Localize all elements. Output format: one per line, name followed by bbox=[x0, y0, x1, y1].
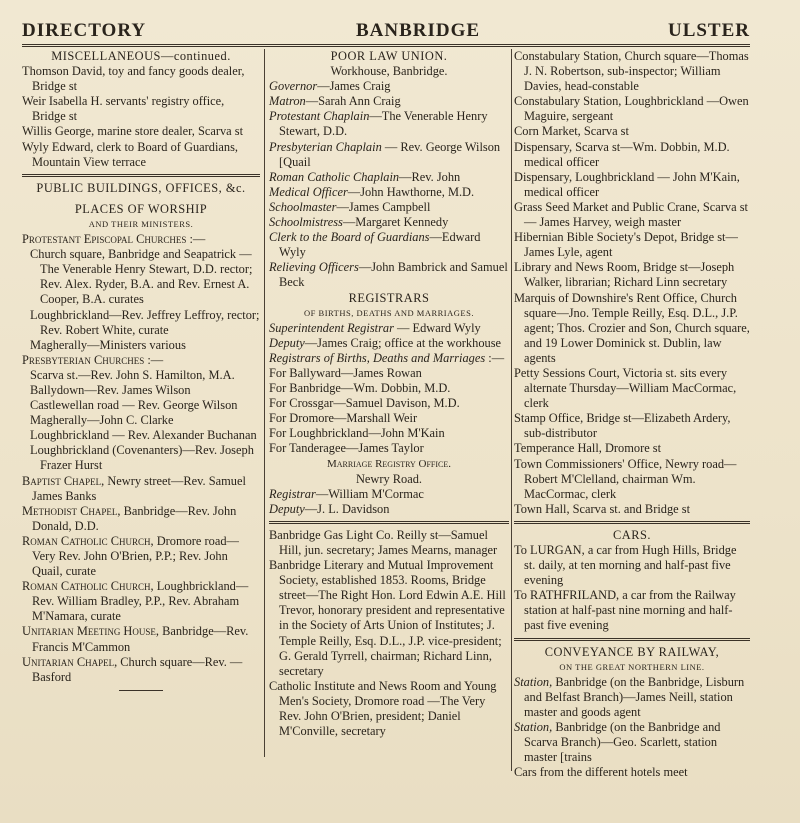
entry-text: Banbridge (on the Banbridge, Lisburn and Belfast Branch)—James Neill, station master and goods agent bbox=[524, 674, 745, 719]
listing-entry: Scarva st.—Rev. John S. Hamilton, M.A. bbox=[30, 367, 235, 382]
entry-text: —James Craig bbox=[317, 79, 391, 94]
registrars-title: REGISTRARS bbox=[348, 290, 430, 305]
section-rule bbox=[514, 521, 750, 524]
listing-entry: Weir Isabella H. servants' registry office, Bridge st bbox=[22, 94, 225, 124]
listing-entry: Castlewellan road — Rev. George Wilson bbox=[30, 398, 238, 413]
entry-text: —Margaret Kennedy bbox=[342, 215, 449, 230]
entry-text: —Sarah Ann Craig bbox=[305, 94, 401, 109]
listing-entry: Temperance Hall, Dromore st bbox=[514, 441, 662, 456]
entry-text: Dromore road—Very Rev. John O'Brien, P.P.; Rev. John Quail, curate bbox=[32, 533, 239, 579]
entry-role: Relieving Officers bbox=[269, 260, 359, 275]
listing-entry bbox=[269, 336, 509, 351]
listing-entry: Cars from the different hotels meet bbox=[514, 765, 688, 780]
listing-entry: Petty Sessions Court, Victoria st. sits every alternate Thursday—William MacCormac, clerk bbox=[514, 365, 737, 411]
presbyterian-heading: Presbyterian Churches :— bbox=[22, 352, 164, 367]
listing-entry: Stamp Office, Bridge st—Elizabeth Ardery, sub-distributor bbox=[514, 411, 731, 441]
entry-text: :— bbox=[485, 350, 505, 365]
listing-entry: Hibernian Bible Society's Depot, Bridge st—James Lyle, agent bbox=[514, 230, 738, 260]
entry-role: Schoolmistress bbox=[269, 215, 343, 230]
entry-heading: Baptist Chapel, bbox=[22, 473, 105, 488]
listing-entry: Loughbrickland (Covenanters)—Rev. Joseph Frazer Hurst bbox=[30, 443, 254, 473]
entry-text: —James Campbell bbox=[336, 199, 431, 214]
listing-entry: Loughbrickland — Rev. Alexander Buchanan bbox=[30, 428, 257, 443]
entry-role: Deputy bbox=[269, 335, 305, 350]
listing-entry: For Ballyward—James Rowan bbox=[269, 365, 422, 380]
listing-entry: Church square, Banbridge and Seapatrick — The Venerable Henry Stewart, D.D. rector; Rev. Alex. Ryder, B.A. and Rev. Ernest A. Cooper, B.A. curates bbox=[30, 247, 253, 307]
entry-role: Matron bbox=[269, 94, 306, 109]
listing-entry: Willis George, marine store dealer, Scarva st bbox=[22, 124, 244, 139]
listing-entry bbox=[269, 260, 509, 290]
listing-entry: For Loughbrickland—John M'Kain bbox=[269, 426, 445, 441]
entry-heading: Roman Catholic Church, bbox=[22, 533, 154, 548]
listing-entry: For Crossgar—Samuel Davison, M.D. bbox=[269, 396, 460, 411]
protestant-heading: Protestant Episcopal Churches :— bbox=[22, 232, 206, 247]
listing-entry bbox=[269, 109, 509, 139]
entry-text: Loughbrickland—Rev. William Bradley, P.P., Rev. Abraham M'Namara, curate bbox=[32, 579, 249, 624]
listing-entry: Banbridge Gas Light Co. Reilly st—Samuel Hill, jun. secretary; James Mearns, manager bbox=[269, 527, 498, 557]
entry-text: Banbridge (on the Banbridge and Scarva Branch)—Geo. Scarlett, station master [trains bbox=[524, 720, 721, 765]
listing-entry bbox=[269, 94, 509, 109]
entry-text: —John Hawthorne, M.D. bbox=[347, 184, 475, 199]
listing-entry bbox=[22, 624, 260, 654]
section-rule bbox=[22, 174, 260, 177]
column-3 bbox=[514, 49, 750, 780]
listing-entry bbox=[269, 79, 509, 94]
entry-text: Banbridge—Rev. John Donald, D.D. bbox=[32, 503, 237, 533]
entry-heading: Unitarian Meeting House, bbox=[22, 624, 159, 639]
listing-entry: Corn Market, Scarva st bbox=[514, 124, 629, 139]
entry-text: Banbridge—Rev. Francis M'Cammon bbox=[32, 624, 249, 654]
listing-entry: Catholic Institute and News Room and Young Men's Society, Dromore road —The Very Rev. John O'Brien, president; Daniel M'Conville, secretary bbox=[269, 678, 497, 739]
entry-role: Roman Catholic Chaplain bbox=[269, 169, 400, 184]
entry-role: Deputy bbox=[269, 501, 305, 516]
listing-entry bbox=[269, 185, 509, 200]
listing-entry bbox=[269, 230, 509, 260]
listing-entry bbox=[269, 351, 509, 366]
listing-entry bbox=[269, 502, 509, 517]
entry-text: Newry street—Rev. Samuel James Banks bbox=[32, 473, 246, 503]
registrars-subtitle: OF BIRTHS, DEATHS AND MARRIAGES. bbox=[304, 307, 474, 318]
header-center: BANBRIDGE bbox=[356, 20, 481, 41]
entry-text: —John Bambrick and Samuel Beck bbox=[279, 260, 508, 290]
marriage-title: Marriage Registry Office. bbox=[327, 457, 451, 470]
entry-text: — Edward Wyly bbox=[393, 320, 481, 335]
entry-text: —The Venerable Henry Stewart, D.D. bbox=[279, 109, 488, 139]
header-rule bbox=[22, 44, 750, 47]
listing-entry: Dispensary, Scarva st—Wm. Dobbin, M.D. medical officer bbox=[514, 139, 730, 169]
cars-title: CARS. bbox=[613, 527, 651, 542]
railway-title: CONVEYANCE BY RAILWAY, bbox=[544, 644, 720, 659]
listing-entry bbox=[22, 534, 260, 579]
entry-role: Registrar bbox=[269, 486, 316, 501]
entry-role: Protestant Chaplain bbox=[269, 109, 370, 124]
listing-entry bbox=[269, 215, 509, 230]
listing-entry: Town Hall, Scarva st. and Bridge st bbox=[514, 501, 691, 516]
section-rule bbox=[269, 521, 509, 524]
entry-role: Superintendent Registrar bbox=[269, 320, 394, 335]
listing-entry: Loughbrickland—Rev. Jeffrey Leffroy, rector; Rev. Robert White, curate bbox=[30, 307, 260, 337]
listing-entry: Magherally—John C. Clarke bbox=[30, 413, 174, 428]
listing-entry bbox=[269, 321, 509, 336]
entry-heading: Roman Catholic Church, bbox=[22, 579, 154, 594]
listing-entry: Grass Seed Market and Public Crane, Scarva st— James Harvey, weigh master bbox=[514, 199, 748, 230]
worship-title: PLACES OF WORSHIP bbox=[74, 201, 208, 216]
entry-role: Presbyterian Chaplain bbox=[269, 139, 382, 154]
entry-text: Church square—Rev. — Basford bbox=[32, 654, 243, 684]
listing-entry: Wyly Edward, clerk to Board of Guardians, Mountain View terrace bbox=[22, 139, 239, 169]
poor-law-subtitle: Workhouse, Banbridge. bbox=[330, 64, 448, 79]
listing-entry bbox=[269, 200, 509, 215]
listing-entry: Marquis of Downshire's Rent Office, Church square—Jno. Temple Reilly, Esq. D.L., J.P. agent; Thos. Crozier and Son, Church square, and 19 Lower Dominick st. Dublin, law agents bbox=[514, 290, 750, 365]
marriage-subtitle: Newry Road. bbox=[355, 471, 423, 486]
listing-entry bbox=[269, 140, 509, 170]
header-right: ULSTER bbox=[667, 20, 750, 41]
entry-role: Station, bbox=[514, 720, 553, 735]
listing-entry bbox=[514, 675, 750, 720]
entry-role: Medical Officer bbox=[269, 184, 348, 199]
page-header bbox=[22, 20, 750, 44]
end-rule bbox=[119, 690, 163, 691]
listing-entry: Library and News Room, Bridge st—Joseph Walker, librarian; Richard Linn secretary bbox=[514, 260, 735, 290]
entry-text: — Rev. George Wilson [Quail bbox=[279, 139, 501, 169]
entry-role: Governor bbox=[269, 79, 318, 94]
listing-entry: Banbridge Literary and Mutual Improvement Society, established 1853. Rooms, Bridge street—The Right Hon. Lord Edwin A.E. Hill Trevor, honorary president and representative in the Society of Arts Union of Institutes; J. Temple Reilly, Esq. D.L., J.P. vice-president; G. Gerald Tyrrell, chairman; Richard Linn, secretary bbox=[269, 558, 506, 678]
listing-entry: Magherally—Ministers various bbox=[30, 337, 186, 352]
entry-text: —James Craig; office at the workhouse bbox=[304, 335, 502, 350]
worship-subtitle: AND THEIR MINISTERS. bbox=[88, 218, 194, 229]
listing-entry: For Banbridge—Wm. Dobbin, M.D. bbox=[269, 381, 451, 396]
listing-entry: Dispensary, Loughbrickland — John M'Kain, medical officer bbox=[514, 169, 740, 199]
listing-entry bbox=[269, 170, 509, 185]
public-buildings-title: PUBLIC BUILDINGS, OFFICES, &c. bbox=[36, 180, 246, 195]
poor-law-title: POOR LAW UNION. bbox=[330, 49, 448, 63]
listing-entry: For Tanderagee—James Taylor bbox=[269, 441, 424, 456]
listing-entry: Constabulary Station, Loughbrickland —Owen Maguire, sergeant bbox=[514, 94, 749, 124]
listing-entry: Constabulary Station, Church square—Thomas J. N. Robertson, sub-inspector; William Davies, head-constable bbox=[514, 49, 749, 94]
listing-entry: Town Commissioners' Office, Newry road—Robert M'Clelland, chairman Wm. MacCormac, clerk bbox=[514, 456, 737, 501]
section-rule bbox=[514, 638, 750, 641]
column-divider-1 bbox=[264, 49, 265, 757]
entry-text: —Rev. John bbox=[399, 169, 461, 184]
listing-entry bbox=[22, 655, 260, 685]
misc-title: MISCELLANEOUS—continued. bbox=[51, 49, 231, 63]
entry-text: —William M'Cormac bbox=[315, 486, 424, 501]
entry-text: —J. L. Davidson bbox=[304, 501, 390, 516]
listing-entry bbox=[22, 579, 260, 624]
entry-role: Schoolmaster bbox=[269, 199, 337, 214]
entry-text: —Edward Wyly bbox=[279, 230, 481, 260]
listing-entry bbox=[22, 474, 260, 504]
entry-role: Registrars of Births, Deaths and Marriages bbox=[269, 350, 486, 365]
entry-role: Clerk to the Board of Guardians bbox=[269, 230, 430, 245]
listing-entry: For Dromore—Marshall Weir bbox=[269, 411, 418, 426]
listing-entry: To LURGAN, a car from Hugh Hills, Bridge st. daily, at ten morning and half-past five evening bbox=[514, 543, 737, 588]
listing-entry bbox=[514, 720, 750, 765]
listing-entry: Ballydown—Rev. James Wilson bbox=[30, 382, 191, 397]
listing-entry bbox=[269, 487, 509, 502]
column-1 bbox=[22, 49, 260, 691]
listing-entry bbox=[22, 504, 260, 534]
column-2 bbox=[269, 49, 509, 739]
listing-entry: Thomson David, toy and fancy goods dealer, Bridge st bbox=[22, 64, 245, 94]
entry-heading: Methodist Chapel, bbox=[22, 503, 121, 518]
column-divider-2 bbox=[511, 49, 512, 771]
header-left: DIRECTORY bbox=[22, 20, 147, 41]
railway-subtitle: ON THE GREAT NORTHERN LINE. bbox=[559, 661, 705, 672]
entry-role: Station, bbox=[514, 674, 553, 689]
listing-entry: To RATHFRILAND, a car from the Railway station at half-past nine morning and half-past five evening bbox=[514, 588, 736, 633]
entry-heading: Unitarian Chapel, bbox=[22, 654, 118, 669]
